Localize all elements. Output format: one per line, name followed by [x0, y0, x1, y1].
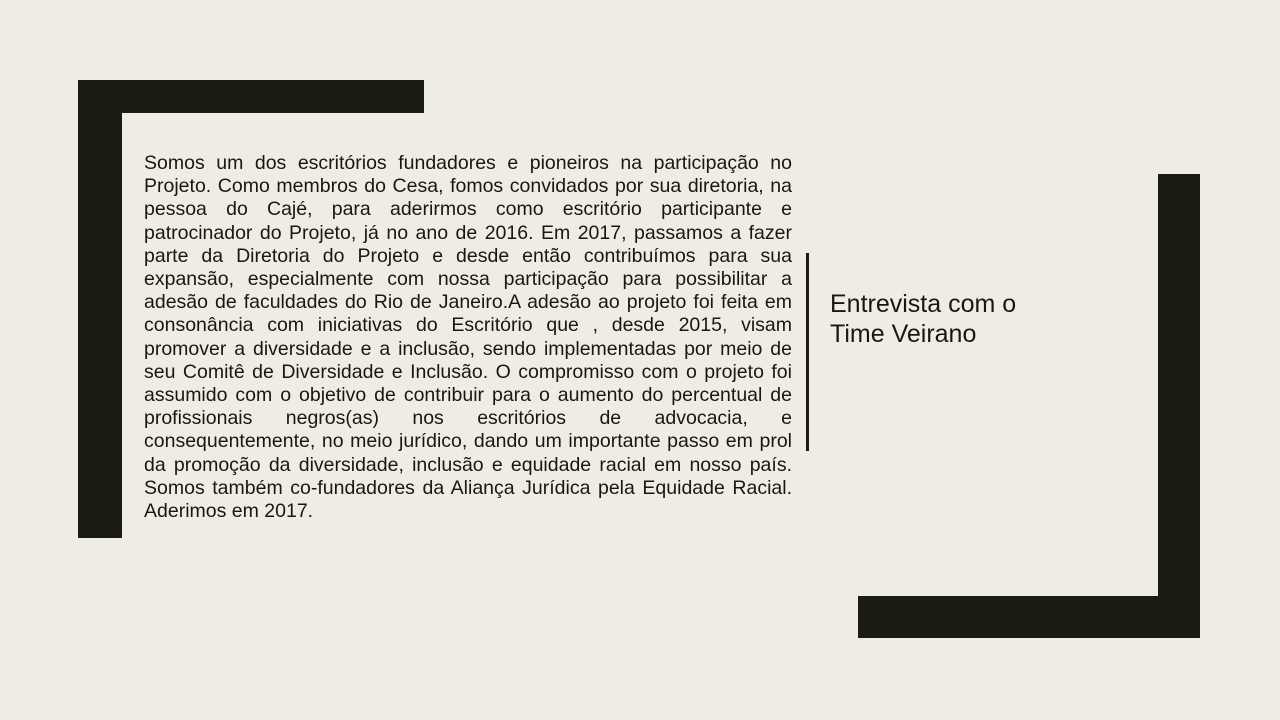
- heading-line-2: Time Veirano: [830, 320, 977, 348]
- decorative-frame-right-inner: [858, 174, 1158, 596]
- slide-heading: [830, 289, 1130, 349]
- vertical-divider: [806, 253, 809, 451]
- body-paragraph: Somos um dos escritórios fundadores e pioneiros na participação no Projeto. Como membros do Cesa, fomos convidados por sua diretoria, na pessoa do Cajé, para aderirmos como escritório participante e patrocinador do Projeto, já no ano de 2016. Em 2017, passamos a fazer parte da Diretoria do Projeto e desde então contribuímos para sua expansão, especialmente com nossa participação para possibilitar a adesão de faculdades do Rio de Janeiro.A adesão ao projeto foi feita em consonância com iniciativas do Escritório que , desde 2015, visam promover a diversidade e a inclusão, sendo implementadas por meio de seu Comitê de Diversidade e Inclusão. O compromisso com o projeto foi assumido com o objetivo de contribuir para o aumento do percentual de profissionais negros(as) nos escritórios de advocacia, e consequentemente, no meio jurídico, dando um importante passo em prol da promoção da diversidade, inclusão e equidade racial em nosso país. Somos também co-fundadores da Aliança Jurídica pela Equidade Racial. Aderimos em 2017.: [144, 152, 792, 523]
- heading-line-1: Entrevista com o: [830, 290, 1017, 318]
- body-text: [144, 152, 792, 523]
